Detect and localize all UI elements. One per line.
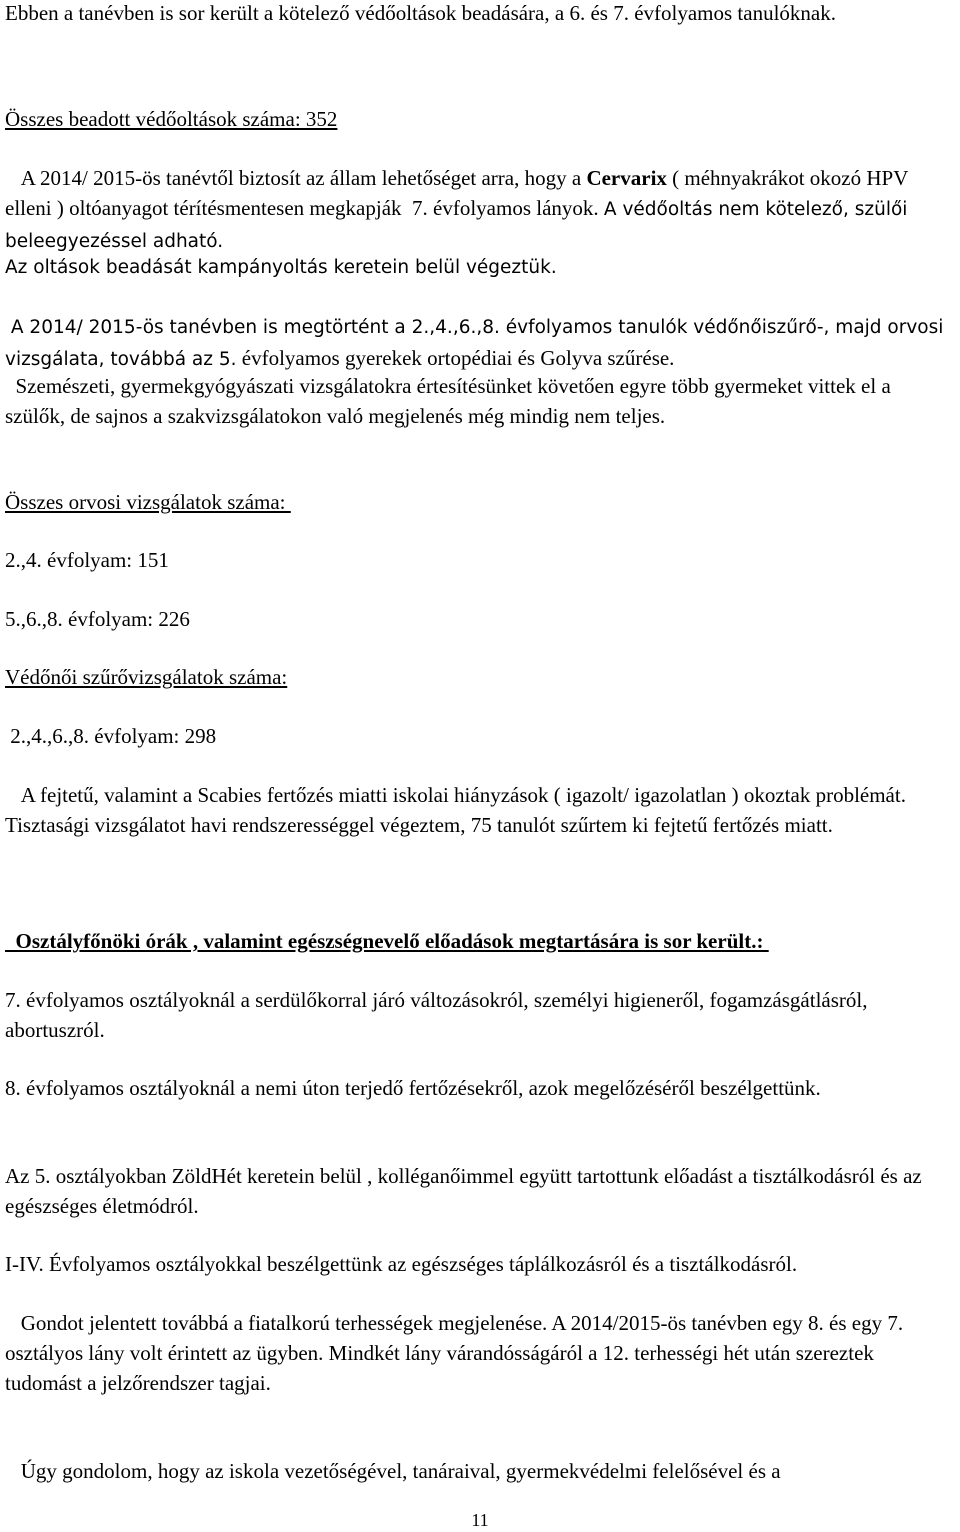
- paragraph-screening: [5, 311, 954, 375]
- page-number: 11: [471, 1510, 489, 1530]
- lecture-grade-8: 8. évfolyamos osztályoknál a nemi úton terjedő fertőzésekről, azok megelőzéséről beszélgettünk.: [5, 1076, 821, 1100]
- paragraph-cervarix: [5, 163, 954, 257]
- cervarix-text-start: A 2014/ 2015-ös tanévtől biztosít az állam lehetőséget arra, hogy a: [5, 166, 587, 190]
- cervarix-name: Cervarix: [586, 166, 667, 190]
- medical-exams-grades-5-6-8: 5.,6.,8. évfolyam: 226: [5, 607, 190, 631]
- paragraph-specialist-exams: Szemészeti, gyermekgyógyászati vizsgálatokra értesítésünket követően egyre több gyermeket vittek el a szülők, de sajnos a szakvizsgálatokon való megjelenés még mindig nem teljes.: [5, 374, 897, 428]
- lecture-grade-5: Az 5. osztályokban ZöldHét keretein belül , kolléganőimmel együtt tartottunk előadást a tisztálkodásról és az egészséges életmódról.: [5, 1164, 927, 1218]
- medical-exams-grades-2-4: 2.,4. évfolyam: 151: [5, 548, 169, 572]
- cervarix-consent-note: A védőoltás nem kötelező, szülői beleegyezéssel adható.: [5, 199, 914, 252]
- paragraph-head-lice: A fejtetű, valamint a Scabies fertőzés miatti iskolai hiányzások ( igazolt/ igazolatlan ) okoztak problémát. Tisztasági vizsgálatot havi rendszerességgel végeztem, 75 tanulót szűrtem ki fejtetű fertőzés miatt.: [5, 783, 906, 837]
- vaccines-total: Összes beadott védőoltások száma: 352: [5, 107, 338, 131]
- screening-text-sans: A 2014/ 2015-ös tanévben is megtörtént a 2.,4.,6.,8. évfolyamos tanulók védőnőiszűrő-, majd orvosi vizsgálata, továbbá az 5.: [5, 317, 950, 370]
- nurse-screening-grades: 2.,4.,6.,8. évfolyam: 298: [5, 724, 217, 748]
- campaign-note: Az oltások beadását kampányoltás keretein belül végeztük.: [5, 257, 557, 278]
- paragraph-closing: Úgy gondolom, hogy az iskola vezetőségével, tanáraival, gyermekvédelmi felelősével és a: [5, 1459, 781, 1483]
- lecture-grade-7: 7. évfolyamos osztályoknál a serdülőkorral járó változásokról, személyi higieneről, fogamzásgátlásról, abortuszról.: [5, 988, 873, 1042]
- paragraph-teen-pregnancy: Gondot jelentett továbbá a fiatalkorú terhességek megjelenése. A 2014/2015-ös tanévben egy 8. és egy 7. osztályos lány volt érintett az ügyben. Mindkét lány várandósságáról a 12. terhességi hét után szereztek tudomást a jelzőrendszer tagjai.: [5, 1311, 909, 1395]
- cervarix-text-end: ( méhnyakrákot okozó HPV elleni ) oltóanyagot térítésmentesen megkapják 7. évfolyamos lányok.: [5, 166, 919, 220]
- screening-text-serif: évfolyamos gyerekek ortopédiai és Golyva szűrése.: [236, 346, 675, 370]
- nurse-screening-title: Védőnői szűrővizsgálatok száma:: [5, 665, 288, 689]
- paragraph-vaccination-intro: Ebben a tanévben is sor került a kötelező védőoltások beadására, a 6. és 7. évfolyamos tanulóknak.: [5, 1, 836, 25]
- lectures-title: Osztályfőnöki órák , valamint egészségnevelő előadások megtartására is sor került.:: [5, 929, 769, 953]
- medical-exams-title: Összes orvosi vizsgálatok száma:: [5, 490, 291, 514]
- lecture-grades-1-4: I-IV. Évfolyamos osztályokkal beszélgettünk az egészséges táplálkozásról és a tisztálkodásról.: [5, 1252, 798, 1276]
